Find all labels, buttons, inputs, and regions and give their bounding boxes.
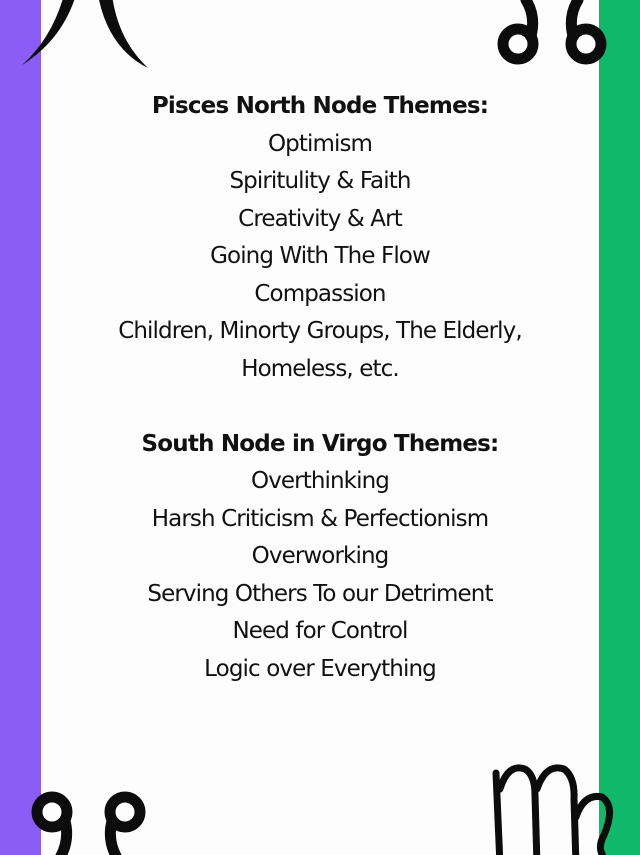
north-theme-item: Going With The Flow	[210, 243, 430, 269]
north-theme-item: Creativity & Art	[238, 205, 402, 232]
south-node-icon	[20, 780, 160, 855]
south-node-theme-list	[41, 463, 599, 688]
north-theme-item: Homeless, etc.	[241, 355, 399, 382]
north-theme-item: Spiritulity & Faith	[229, 168, 411, 194]
virgo-glyph-icon	[480, 755, 620, 855]
right-color-band	[599, 0, 640, 855]
north-node-icon	[490, 0, 620, 70]
north-node-heading: Pisces North Node Themes:	[151, 93, 489, 119]
section-spacer	[41, 388, 599, 426]
north-theme-item: Compassion	[254, 280, 386, 307]
south-theme-item: Logic over Everything	[204, 655, 436, 682]
south-theme-item: Harsh Criticism & Perfectionism	[151, 505, 489, 532]
north-theme-item: Optimism	[267, 130, 373, 157]
north-node-theme-list	[41, 126, 599, 389]
south-theme-item: Need for Control	[232, 618, 408, 644]
north-theme-item: Children, Minorty Groups, The Elderly,	[118, 318, 522, 344]
left-color-band	[0, 0, 41, 855]
south-theme-item: Overworking	[251, 543, 389, 569]
south-node-heading: South Node in Virgo Themes:	[141, 430, 499, 457]
south-theme-item: Serving Others To our Detriment	[147, 580, 493, 607]
south-theme-item: Overthinking	[251, 468, 389, 494]
themes-content	[41, 88, 599, 688]
pisces-glyph-icon	[0, 0, 160, 80]
